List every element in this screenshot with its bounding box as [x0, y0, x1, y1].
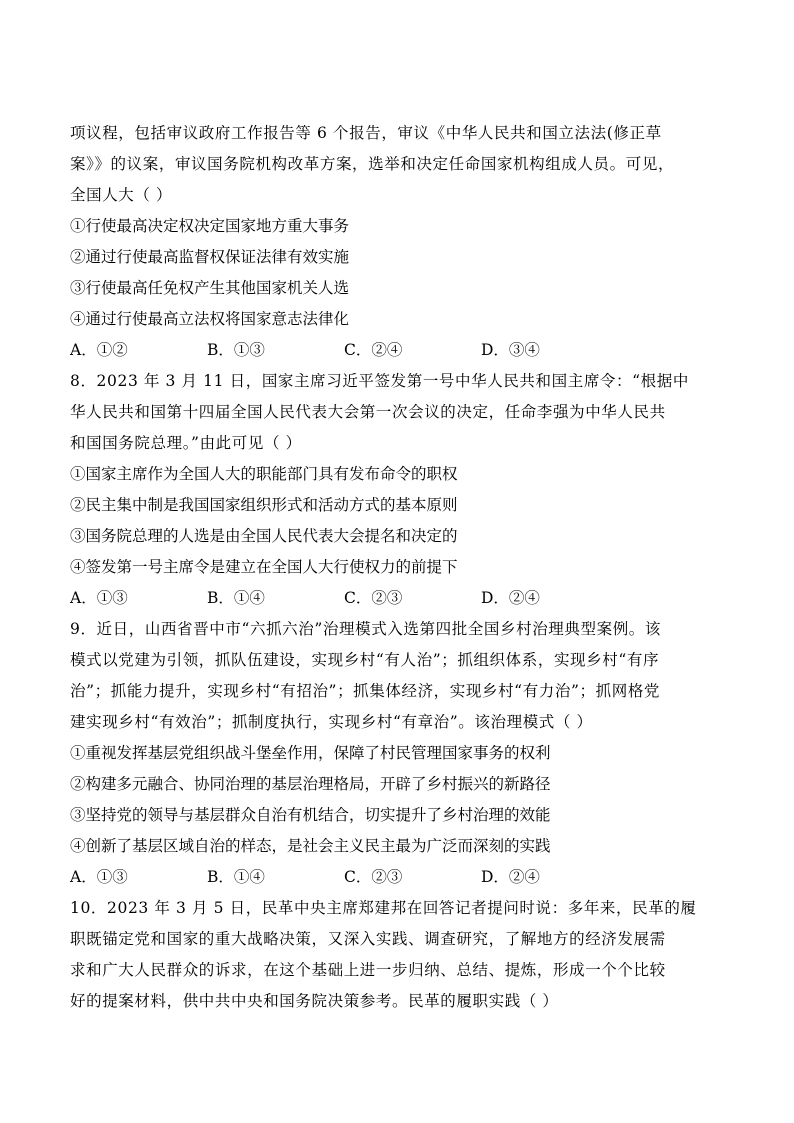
question-8-choice-b[interactable]: B．①④ — [207, 589, 265, 607]
page-content — [70, 118, 730, 1017]
question-9-option-4: ④创新了基层区域自治的样态，是社会主义民主最为广泛而深刻的实践 — [70, 837, 551, 855]
question-10 — [70, 893, 730, 1017]
question-7-text-line-2: 案》》的议案，审议国务院机构改革方案，选举和决定任命国家机构组成人员。可见， — [70, 155, 675, 173]
question-7-text-line-1: 项议程，包括审议政府工作报告等 6 个报告，审议《中华人民共和国立法法(修正草 — [70, 124, 662, 142]
question-8-choice-a[interactable]: A．①③ — [70, 589, 128, 607]
question-7-option-2: ②通过行使最高监督权保证法律有效实施 — [70, 248, 350, 266]
question-9-option-2: ②构建多元融合、协同治理的基层治理格局，开辟了乡村振兴的新路径 — [70, 775, 551, 793]
question-9-text-line-3: 治”；抓能力提升，实现乡村“有招治”；抓集体经济，实现乡村“有力治”；抓网格党 — [70, 682, 661, 700]
question-9-answer-choices — [70, 862, 730, 893]
question-8-choice-c[interactable]: C．②③ — [344, 589, 403, 607]
question-9-option-3: ③坚持党的领导与基层群众自治有机结合，切实提升了乡村治理的效能 — [70, 806, 551, 824]
question-8-text-line-1: 8．2023 年 3 月 11 日，国家主席习近平签发第一号中华人民共和国主席令：“根据中 — [70, 372, 689, 390]
question-9-option-1: ①重视发挥基层党组织战斗堡垒作用，保障了村民管理国家事务的权利 — [70, 744, 551, 762]
question-8-option-3: ③国务院总理的人选是由全国人民代表大会提名和决定的 — [70, 527, 458, 545]
question-7-choice-a[interactable]: A．①② — [70, 341, 128, 359]
question-9-text-line-1: 9．近日，山西省晋中市“六抓六治”治理模式入选第四批全国乡村治理典型案例。该 — [70, 620, 662, 638]
question-8-option-2: ②民主集中制是我国国家组织形式和活动方式的基本原则 — [70, 496, 458, 514]
question-9-choice-d[interactable]: D．②④ — [481, 868, 540, 886]
question-10-text-line-2: 职既锚定党和国家的重大战略决策，又深入实践、调查研究，了解地方的经济发展需 — [70, 930, 666, 948]
question-9 — [70, 614, 730, 893]
question-9-text-line-4: 建实现乡村“有效治”；抓制度执行，实现乡村“有章治”。该治理模式（ ） — [70, 713, 593, 731]
question-10-text-line-4: 好的提案材料，供中共中央和国务院决策参考。民革的履职实践（ ） — [70, 992, 559, 1010]
question-7-option-3: ③行使最高任免权产生其他国家机关人选 — [70, 279, 350, 297]
question-7-option-1: ①行使最高决定权决定国家地方重大事务 — [70, 217, 350, 235]
question-7-text-line-3: 全国人大（ ） — [70, 186, 173, 204]
question-8-option-4: ④签发第一号主席令是建立在全国人大行使权力的前提下 — [70, 558, 458, 576]
question-8-choice-d[interactable]: D．②④ — [481, 589, 540, 607]
question-10-text-line-3: 求和广大人民群众的诉求，在这个基础上进一步归纳、总结、提炼，形成一个个比较 — [70, 961, 666, 979]
question-9-choice-b[interactable]: B．①④ — [207, 868, 265, 886]
question-7-choice-b[interactable]: B．①③ — [207, 341, 265, 359]
question-8-answer-choices — [70, 583, 730, 614]
question-9-choice-c[interactable]: C．②③ — [344, 868, 403, 886]
question-7-continued — [70, 118, 730, 366]
question-10-text-line-1: 10．2023 年 3 月 5 日，民革中央主席郑建邦在回答记者提问时说：多年来，民革的履 — [70, 899, 697, 917]
question-8 — [70, 366, 730, 614]
question-9-choice-a[interactable]: A．①③ — [70, 868, 128, 886]
question-9-text-line-2: 模式以党建为引领，抓队伍建设，实现乡村“有人治”；抓组织体系，实现乡村“有序 — [70, 651, 660, 669]
question-7-option-4: ④通过行使最高立法权将国家意志法律化 — [70, 310, 350, 328]
question-7-choice-d[interactable]: D．③④ — [481, 341, 540, 359]
question-8-option-1: ①国家主席作为全国人大的职能部门具有发布命令的职权 — [70, 465, 458, 483]
question-8-text-line-3: 和国国务院总理。”由此可见（ ） — [70, 434, 302, 452]
question-7-choice-c[interactable]: C．②④ — [344, 341, 403, 359]
question-8-text-line-2: 华人民共和国第十四届全国人民代表大会第一次会议的决定，任命李强为中华人民共 — [70, 403, 666, 421]
question-7-answer-choices — [70, 335, 730, 366]
